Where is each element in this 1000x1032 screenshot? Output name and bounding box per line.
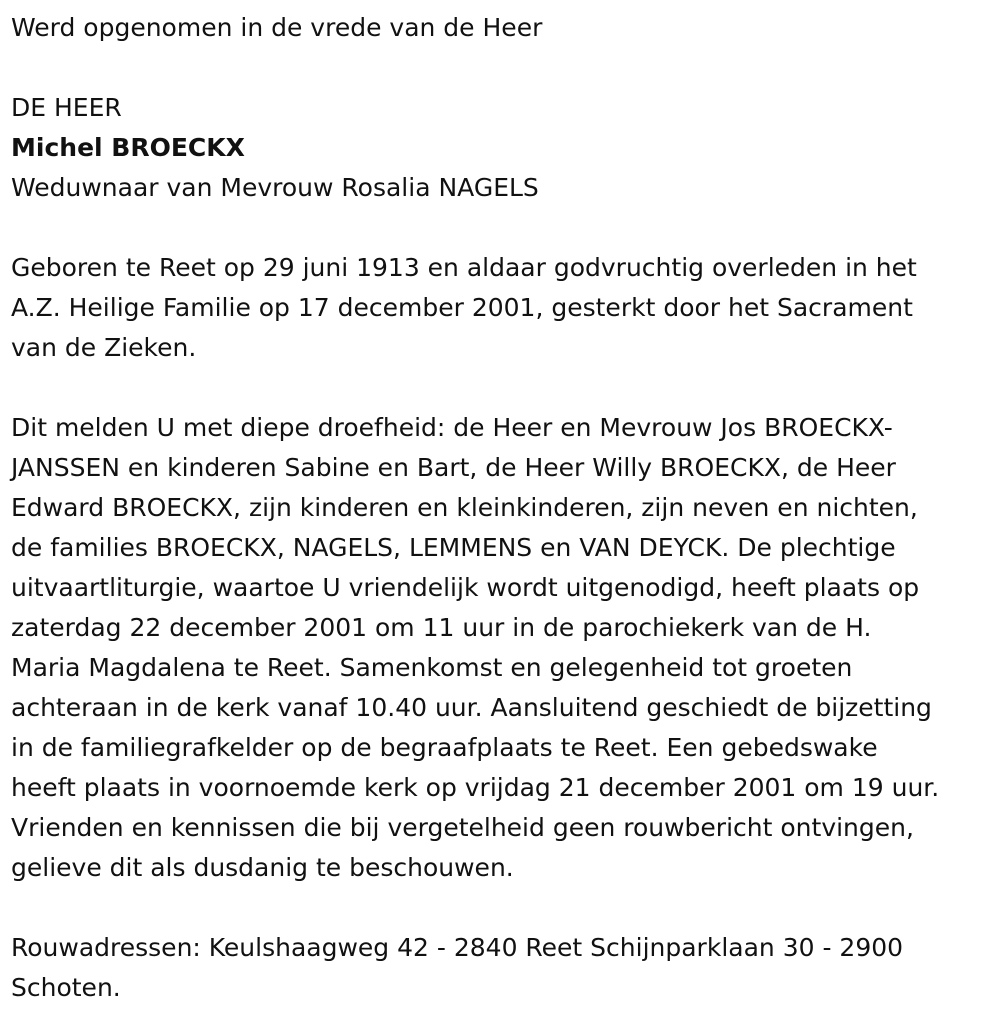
text-line: zaterdag 22 december 2001 om 11 uur in de parochiekerk van de H.	[11, 613, 872, 642]
intro-line: Werd opgenomen in de vrede van de Heer	[11, 13, 543, 42]
text-line: Schoten.	[11, 973, 121, 1002]
spacer	[11, 208, 992, 248]
text-line: A.Z. Heilige Familie op 17 december 2001, gesterkt door het Sacrament	[11, 293, 913, 322]
text-line: de families BROECKX, NAGELS, LEMMENS en VAN DEYCK. De plechtige	[11, 533, 896, 562]
deceased-name: Michel BROECKX	[11, 133, 245, 162]
spacer	[11, 368, 992, 408]
text-line: JANSSEN en kinderen Sabine en Bart, de Heer Willy BROECKX, de Heer	[11, 453, 896, 482]
text-line: Dit melden U met diepe droefheid: de Heer en Mevrouw Jos BROECKX-	[11, 413, 893, 442]
spacer	[11, 888, 992, 928]
text-line: uitvaartliturgie, waartoe U vriendelijk wordt uitgenodigd, heeft plaats op	[11, 573, 920, 602]
birth-paragraph	[11, 248, 992, 368]
text-line: in de familiegrafkelder op de begraafplaats te Reet. Een gebedswake	[11, 733, 878, 762]
spacer	[11, 48, 992, 88]
relation-line: Weduwnaar van Mevrouw Rosalia NAGELS	[11, 173, 539, 202]
address-paragraph	[11, 928, 992, 1008]
text-line: Rouwadressen: Keulshaagweg 42 - 2840 Reet Schijnparklaan 30 - 2900	[11, 933, 904, 962]
text-line: heeft plaats in voornoemde kerk op vrijdag 21 december 2001 om 19 uur.	[11, 773, 940, 802]
text-line: Maria Magdalena te Reet. Samenkomst en gelegenheid tot groeten	[11, 653, 853, 682]
text-line: achteraan in de kerk vanaf 10.40 uur. Aansluitend geschiedt de bijzetting	[11, 693, 932, 722]
announcement-paragraph	[11, 408, 992, 888]
text-line: van de Zieken.	[11, 333, 197, 362]
text-line: Edward BROECKX, zijn kinderen en kleinkinderen, zijn neven en nichten,	[11, 493, 918, 522]
text-line: gelieve dit als dusdanig te beschouwen.	[11, 853, 514, 882]
honorific-title: DE HEER	[11, 93, 122, 122]
text-line: Geboren te Reet op 29 juni 1913 en aldaar godvruchtig overleden in het	[11, 253, 917, 282]
text-line: Vrienden en kennissen die bij vergetelheid geen rouwbericht ontvingen,	[11, 813, 914, 842]
